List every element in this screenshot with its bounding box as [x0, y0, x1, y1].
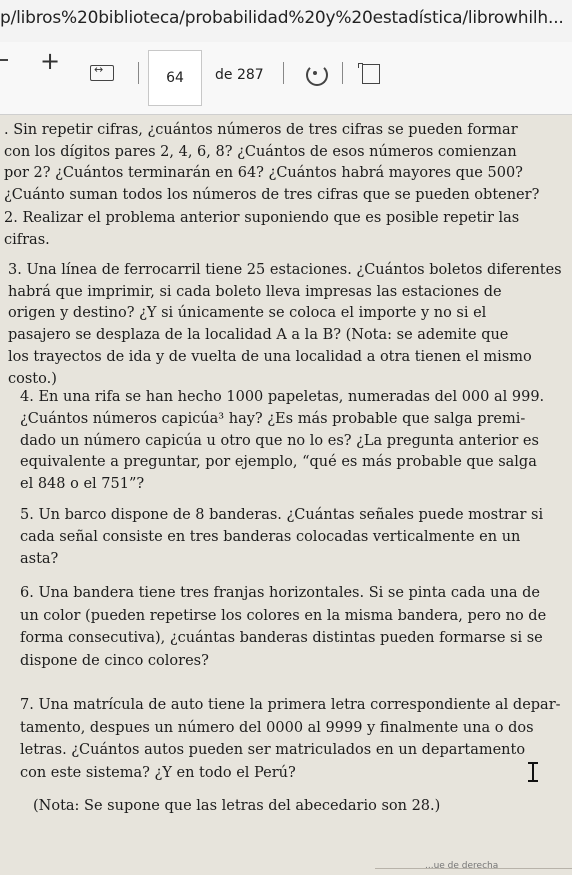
problem-line: (Nota: Se supone que las letras del abecedario son 28.)	[33, 798, 441, 814]
problem-line: con este sistema? ¿Y en todo el Perú?	[20, 764, 296, 781]
text-cursor-icon	[532, 762, 534, 782]
problem-5	[20, 504, 560, 570]
problem-line: ¿Cuántos números capicúa³ hay? ¿Es más probable que salga premi-	[20, 410, 526, 427]
problem-line: cifras.	[4, 232, 50, 248]
problem-1	[4, 120, 564, 206]
address-bar[interactable]	[0, 0, 572, 43]
problem-line: 3. Una línea de ferrocarril tiene 25 estaciones. ¿Cuántos boletos diferentes	[8, 262, 562, 278]
problem-3	[8, 260, 564, 390]
problem-line: 7. Una matrícula de auto tiene la primera letra correspondiente al depar-	[20, 697, 561, 713]
page-total: de 287	[215, 67, 264, 83]
document-view-icon[interactable]	[362, 64, 380, 84]
problem-line: tamento, despues un número del 0000 al 9999 y finalmente una o dos	[20, 719, 534, 736]
problem-line: 4. En una rifa se han hecho 1000 papeletas, numeradas del 000 al 999.	[20, 389, 545, 405]
problem-line: forma consecutiva), ¿cuántas banderas distintas pueden formarse si se	[20, 630, 543, 646]
problem-line: con los dígitos pares 2, 4, 6, 8? ¿Cuántos de esos números comienzan	[4, 143, 517, 160]
url-text[interactable]: p/libros%20biblioteca/probabilidad%20y%20estadística/librowhilh...	[0, 8, 564, 28]
problem-line: equivalente a preguntar, por ejemplo, “qué es más probable que salga	[20, 454, 537, 471]
problem-line: 6. Una bandera tiene tres franjas horizontales. Si se pinta cada una de	[20, 585, 540, 601]
problem-line: dado un número capicúa u otro que no lo es? ¿La pregunta anterior es	[20, 432, 539, 449]
problem-4	[20, 387, 560, 496]
footer-fragment: ...ue de derecha	[425, 861, 499, 871]
problem-line: un color (pueden repetirse los colores en la misma bandera, pero no de	[20, 607, 547, 624]
rotate-icon[interactable]	[306, 64, 328, 86]
page-number-input[interactable]: 64	[148, 50, 202, 106]
problem-line: . Sin repetir cifras, ¿cuántos números de tres cifras se pueden formar	[4, 122, 518, 138]
problem-line: costo.)	[8, 370, 57, 387]
problem-line: origen y destino? ¿Y si únicamente se coloca el importe y no si el	[8, 305, 487, 322]
problem-line: letras. ¿Cuántos autos pueden ser matriculados en un departamento	[20, 742, 526, 758]
minus-icon[interactable]	[0, 59, 8, 61]
problem-7	[20, 694, 565, 784]
problem-line: habrá que imprimir, si cada boleto lleva impresas las estaciones de	[8, 283, 502, 300]
problem-line: el 848 o el 751”?	[20, 476, 145, 493]
problem-line: 2. Realizar el problema anterior suponiendo que es posible repetir las	[4, 210, 520, 226]
problem-8	[33, 795, 563, 817]
problem-line: por 2? ¿Cuántos terminarán en 64? ¿Cuántos habrá mayores que 500?	[4, 165, 523, 181]
problem-line: ¿Cuánto suman todos los números de tres cifras que se pueden obtener?	[4, 186, 540, 203]
problem-line: 5. Un barco dispone de 8 banderas. ¿Cuántas señales puede mostrar si	[20, 507, 544, 523]
problem-line: dispone de cinco colores?	[20, 652, 209, 669]
fit-width-icon[interactable]	[90, 65, 114, 81]
toolbar-divider	[283, 62, 284, 84]
problem-line: pasajero se desplaza de la localidad A a la B? (Nota: se ademite que	[8, 327, 509, 344]
problem-line: los trayectos de ida y de vuelta de una localidad a otra tienen el mismo	[8, 348, 532, 365]
toolbar-divider	[138, 62, 139, 84]
problem-2	[4, 207, 564, 251]
problem-line: asta?	[20, 551, 59, 567]
problem-6	[20, 582, 560, 672]
zoom-in-button[interactable]: +	[40, 47, 61, 75]
pdf-toolbar	[0, 42, 572, 115]
toolbar-divider	[342, 62, 343, 84]
problem-line: cada señal consiste en tres banderas colocadas verticalmente en un	[20, 529, 521, 545]
